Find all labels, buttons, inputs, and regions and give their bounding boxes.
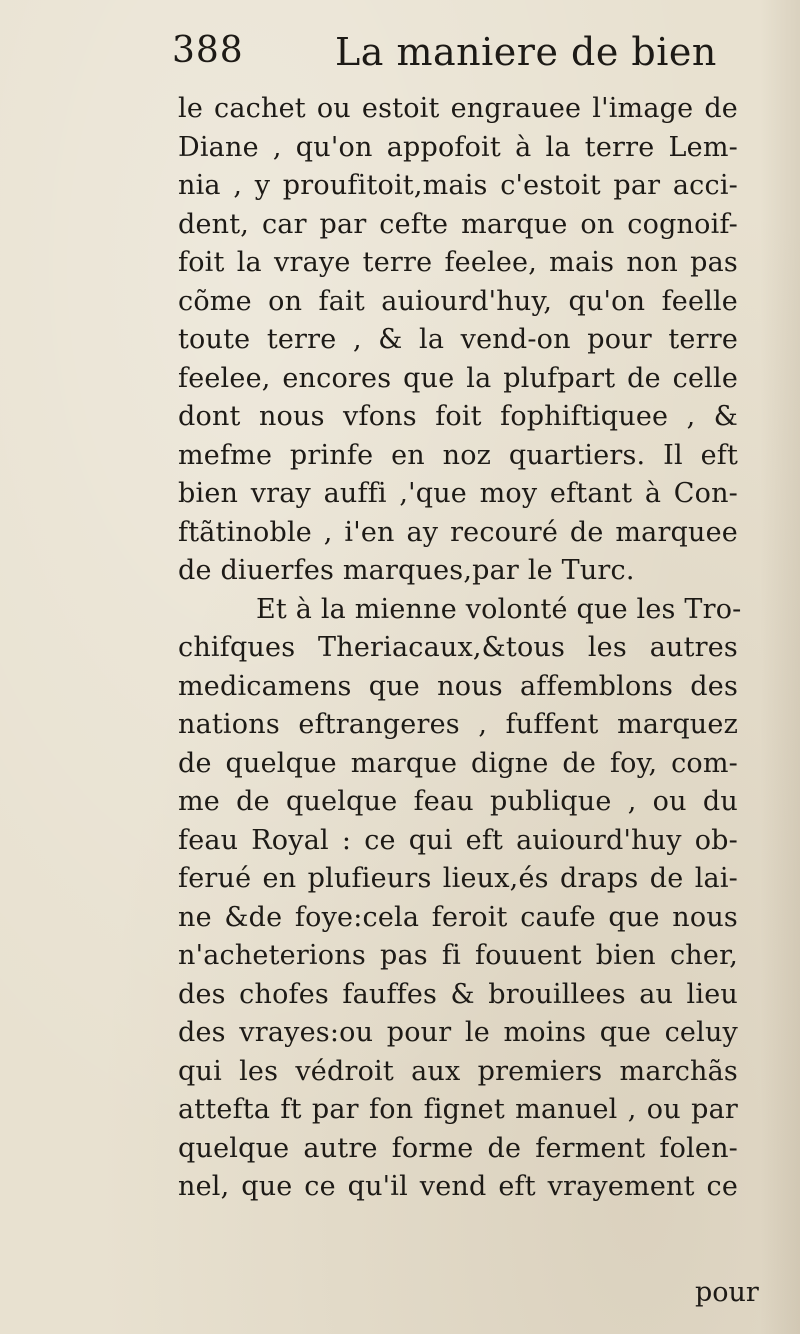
text-line: Diane , qu'on appofoit à la terre Lem- [178,131,738,163]
text-line: Et à la mienne volonté que les Tro- [256,593,742,625]
text-line: de quelque marque digne de foy, com- [178,747,738,779]
text-line: cõme on fait auiourd'huy, qu'on feelle [178,285,738,317]
paragraph-1 [178,90,738,591]
text-line: nia , y proufitoit,mais c'estoit par acci- [178,170,738,201]
text-line: feau Royal : ce qui eft auiourd'huy ob- [178,824,738,856]
text-line: dont nous vfons foit fophiftiquee , & [178,401,738,432]
text-line: me de quelque feau publique , ou du [178,786,738,817]
text-line: toute terre , & la vend-on pour terre [178,324,738,355]
text-line: de diuerfes marques,par le Turc. [178,555,635,586]
text-line: le cachet ou estoit engrauee l'image de [178,93,738,124]
text-line: feelee, encores que la plufpart de celle [178,362,738,394]
text-line: ne &de foye:cela feroit caufe que nous [178,901,738,933]
running-title: La maniere de bien [335,30,717,74]
text-line: dent, car par cefte marque on cognoif- [178,208,738,240]
text-line: qui les védroit aux premiers marchãs [178,1055,738,1087]
text-line: nations eftrangeres , fuffent marquez [178,709,738,740]
text-line: attefta ft par fon fignet manuel , ou par [178,1094,738,1125]
text-line: bien vray auffi ,'que moy eftant à Con- [178,478,738,509]
text-line: des vrayes:ou pour le moins que celuy [178,1017,738,1048]
text-line: ferué en plufieurs lieux,és draps de lai- [178,863,738,894]
text-line: chifques Theriacaux,&tous les autres [178,632,738,663]
text-line: des chofes fauffes & brouillees au lieu [178,978,738,1010]
page-number: 388 [172,30,244,71]
body-text [178,90,742,1207]
page-header [172,30,732,90]
text-line: foit la vraye terre feelee, mais non pas [178,247,738,278]
paragraph-2 [178,591,742,1207]
page-edge-shadow [760,0,800,1334]
text-line: mefme prinfe en noz quartiers. Il eft [178,439,738,471]
text-line: n'acheterions pas fi fouuent bien cher, [178,940,738,971]
text-line: ftãtinoble , i'en ay recouré de marquee [178,516,738,548]
text-line: quelque autre forme de ferment folen- [178,1132,738,1164]
catchword: pour [695,1277,759,1308]
text-line: nel, que ce qu'il vend eft vrayement ce [178,1171,738,1202]
text-line: medicamens que nous affemblons des [178,670,738,702]
